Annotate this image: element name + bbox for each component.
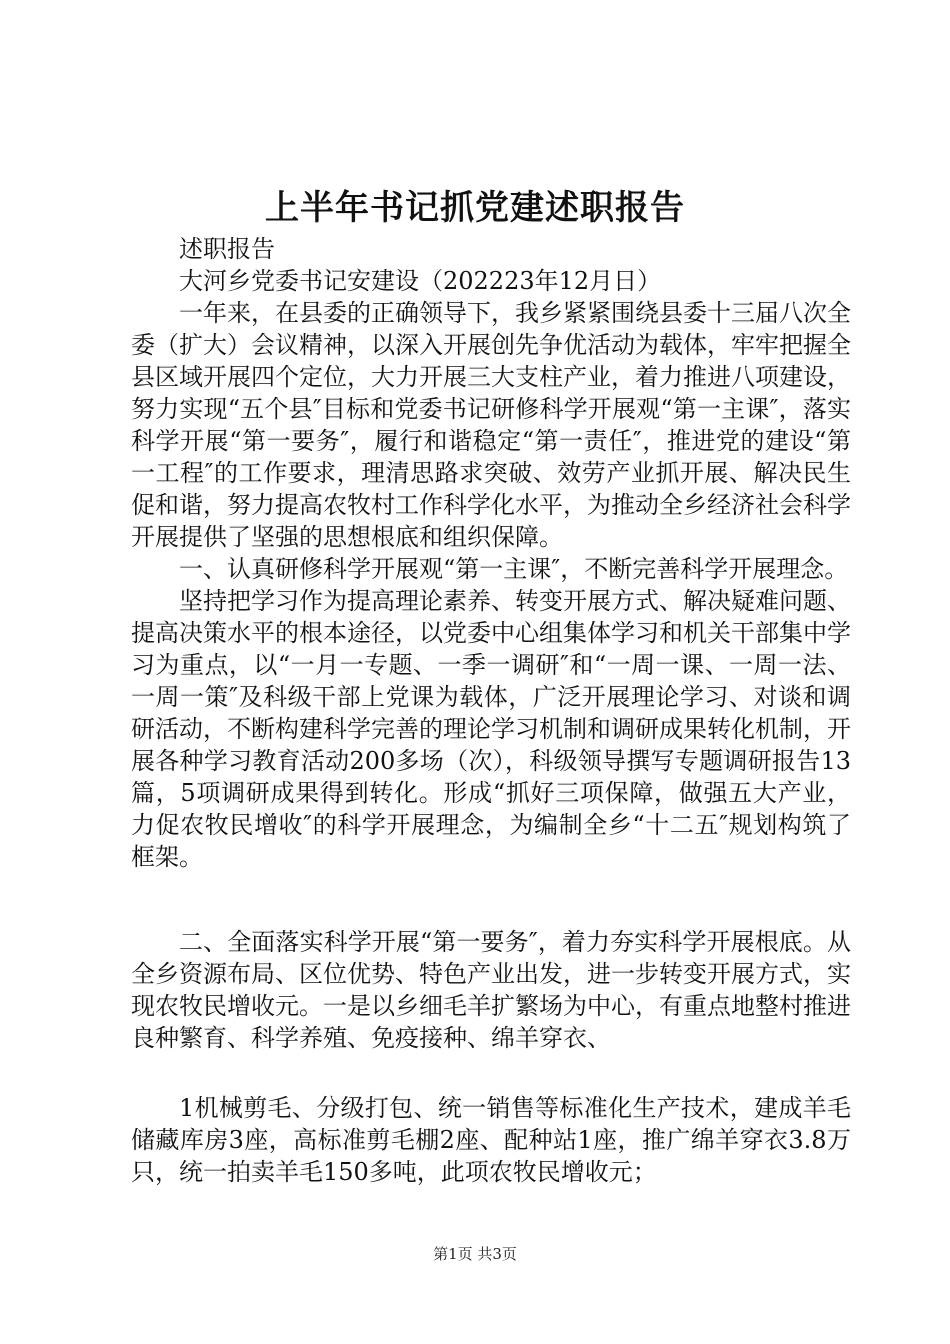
paragraph-section-one-heading: 一、认真研修科学开展观“第一主课″，不断完善科学开展理念。 xyxy=(179,555,849,583)
body-section-2 xyxy=(131,926,851,1054)
body-section-1 xyxy=(131,233,851,873)
paragraph-heading: 述职报告 xyxy=(179,235,275,263)
paragraph-section-one-body: 坚持把学习作为提高理论素养、转变开展方式、解决疑难问题、提高决策水平的根本途径，以党委中心组集体学习和机关干部集中学习为重点，以“一月一专题、一季一调研″和“一周一课、一周一法、一周一策″及科级干部上党课为载体，广泛开展理论学习、对谈和调研活动，不断构建科学完善的理论学习机制和调研成果转化机制，开展各种学习教育活动200多场（次），科级领导撰写专题调研报告13篇，5项调研成果得到转化。形成“抓好三项保障，做强五大产业，力促农牧民增收″的科学开展理念，为编制全乡“十二五″规划构筑了框架。 xyxy=(131,587,851,871)
paragraph-section-two: 二、全面落实科学开展“第一要务″，着力夯实科学开展根底。从全乡资源布局、区位优势、特色产业出发，进一步转变开展方式，实现农牧民增收元。一是以乡细毛羊扩繁场为中心，有重点地整村推进良种繁育、科学养殖、免疫接种、绵羊穿衣、 xyxy=(131,928,851,1052)
document-title: 上半年书记抓党建述职报告 xyxy=(265,188,685,228)
body-section-3 xyxy=(131,1092,851,1188)
page-footer: 第1页 共3页 xyxy=(433,1245,517,1263)
paragraph-intro: 一年来，在县委的正确领导下，我乡紧紧围绕县委十三届八次全委（扩大）会议精神，以深入开展创先争优活动为载体，牢牢把握全县区域开展四个定位，大力开展三大支柱产业，着力推进八项建设，努力实现“五个县″目标和党委书记研修科学开展观“第一主课″，落实科学开展“第一要务″，履行和谐稳定“第一责任″，推进党的建设“第一工程″的工作要求，理清思路求突破、效劳产业抓开展、解决民生促和谐，努力提高农牧村工作科学化水平，为推动全乡经济社会科学开展提供了坚强的思想根底和组织保障。 xyxy=(131,299,851,551)
paragraph-section-two-continued: 1机械剪毛、分级打包、统一销售等标准化生产技术，建成羊毛储藏库房3座，高标准剪毛棚2座、配种站1座，推广绵羊穿衣3.8万只，统一拍卖羊毛150多吨，此项农牧民增收元； xyxy=(131,1094,851,1186)
paragraph-author-date: 大河乡党委书记安建设（202223年12月日） xyxy=(179,267,662,295)
